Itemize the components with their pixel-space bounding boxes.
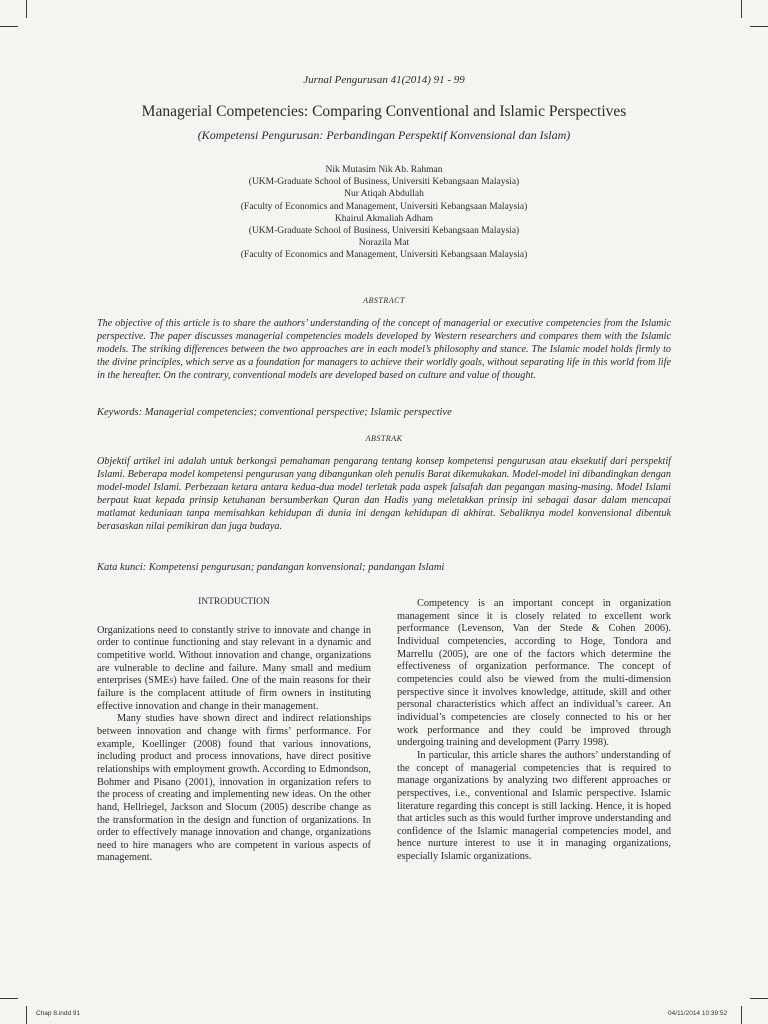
author-name: Norazila Mat [358, 238, 410, 249]
paragraph: Many studies have shown direct and indirect relationships between innovation and change with firms’ performance. For example, Koellinger (2008) found that various innovations, including product and process innovations, have direct positive relationships with employment growth. According to Edmondson, Bohmer and Pisano (2001), innovation in organization refers to the process of creating and implementing new ideas. On the other hand, Hellriegel, Jackson and Slocum (2005) describe change as the transformation in the design and function of organizations. In order to effectively manage innovation and change, organizations need to hire managers who are competent in various aspects of management. [97, 713, 371, 864]
author-affiliation: (Faculty of Economics and Management, Universiti Kebangsaan Malaysia) [240, 250, 528, 261]
introduction-heading: INTRODUCTION [198, 597, 270, 607]
author-name: Nur Atiqah Abdullah [344, 189, 424, 200]
article-subtitle: (Kompetensi Pengurusan: Perbandingan Perspektif Konvensional dan Islam) [197, 128, 571, 142]
crop-mark [26, 0, 27, 18]
crop-mark [26, 1006, 27, 1024]
abstract-text: The objective of this article is to share the authors’ understanding of the concept of managerial or executive competencies from the Islamic perspective. The paper discusses managerial competencies models developed by Western researchers and compares them with the Islamic models. The striking differences between the two approaches are in each model’s philosophy and stance. The Islamic model holds firmly to the divine principles, which serve as a foundation for managers to achieve their worldly goals, without separating life in this world from life in the hereafter. On the contrary, conventional models are developed based on culture and value of thought. [97, 318, 671, 381]
author-list [100, 164, 668, 262]
author-affiliation: (Faculty of Economics and Management, Universiti Kebangsaan Malaysia) [240, 201, 528, 212]
crop-mark [750, 998, 768, 999]
left-column [97, 596, 371, 865]
abstrak-heading: ABSTRAK [365, 434, 403, 443]
paragraph: In particular, this article shares the authors’ understanding of the concept of managerial competencies that is required to manage organizations by analyzing two different approaches or perspectives, i.e., conventional and Islamic perspective. Islamic literature regarding this concept is still lacking. Hence, it is hoped that articles such as this would further improve understanding and confidence of the Islamic managerial competencies model, and hence nurture interest to use it in managing organizations, especially Islamic organizations. [397, 749, 671, 863]
abstrak-text: Objektif artikel ini adalah untuk berkongsi pemahaman pengarang tentang konsep kompetensi pengurusan atau eksekutif dari perspektif Islami. Beberapa model kompetensi pengurusan yang dibangunkan oleh penulis Barat dikemukakan. Model-model ini dibandingkan dengan model-model Islami. Perbezaan ketara antara kedua-dua model terletak pada aspek falsafah dan pegangan masing-masing. Model Islami berpaut kuat kepada prinsip ketuhanan bersumberkan Quran dan Hadis yang meletakkan prinsip ini sebagai dasar dalam mencapai matlamat keduniaan tanpa memisahkan kehidupan di dunia ini dengan kehidupan di akhirat. Sebaliknya model konvensional dibentuk berasaskan nilai pemikiran dan juga budaya. [97, 456, 671, 532]
footer-filename: Chap 8.indd 91 [36, 1010, 81, 1017]
crop-mark [750, 26, 768, 27]
abstract-heading: ABSTRACT [363, 296, 405, 305]
crop-mark [741, 1006, 742, 1024]
article-title: Managerial Competencies: Comparing Conventional and Islamic Perspectives [141, 103, 627, 120]
paragraph: Organizations need to constantly strive to innovate and change in order to continue functioning and stay relevant in a dynamic and competitive world. Without innovation and change, organizations are vulnerable to decline and failure. Many small and medium enterprises (SMEs) have failed. One of the main reasons for their failure is the complacent attitude of firm owners in instituting effective innovation and change in their management. [97, 624, 371, 712]
author-affiliation: (UKM-Graduate School of Business, Universiti Kebangsaan Malaysia) [248, 226, 520, 237]
author-name: Khairul Akmaliah Adham [334, 213, 434, 224]
paragraph: Competency is an important concept in organization management since it is closely related to excellent work performance (Levenson, Van der Stede & Cohen 2006). Individual competencies, according to Hoge, Tondora and Marrellu (2005), are one of the factors which determine the effectiveness of organization performance. The concept of competencies could also be viewed from the multi-dimension perspective since it involves knowledge, attitude, skill and other personal characteristics which affect an individual’s career. An individual’s competencies are closely connected to his or her work performance and they could be improved through undergoing training and development (Parry 1998). [397, 598, 671, 749]
abstract-keywords: Keywords: Managerial competencies; conventional perspective; Islamic perspective [97, 407, 452, 418]
author-name: Nik Mutasim Nik Ab. Rahman [325, 165, 443, 175]
crop-mark [0, 26, 18, 27]
journal-header: Jurnal Pengurusan 41(2014) 91 - 99 [303, 74, 465, 86]
footer-timestamp: 04/11/2014 10:39:52 [668, 1010, 728, 1017]
right-column [397, 598, 671, 864]
author-affiliation: (UKM-Graduate School of Business, Universiti Kebangsaan Malaysia) [248, 177, 520, 188]
abstrak-keywords: Kata kunci: Kompetensi pengurusan; pandangan konvensional; pandangan Islami [97, 562, 445, 573]
crop-mark [0, 998, 18, 999]
crop-mark [741, 0, 742, 18]
